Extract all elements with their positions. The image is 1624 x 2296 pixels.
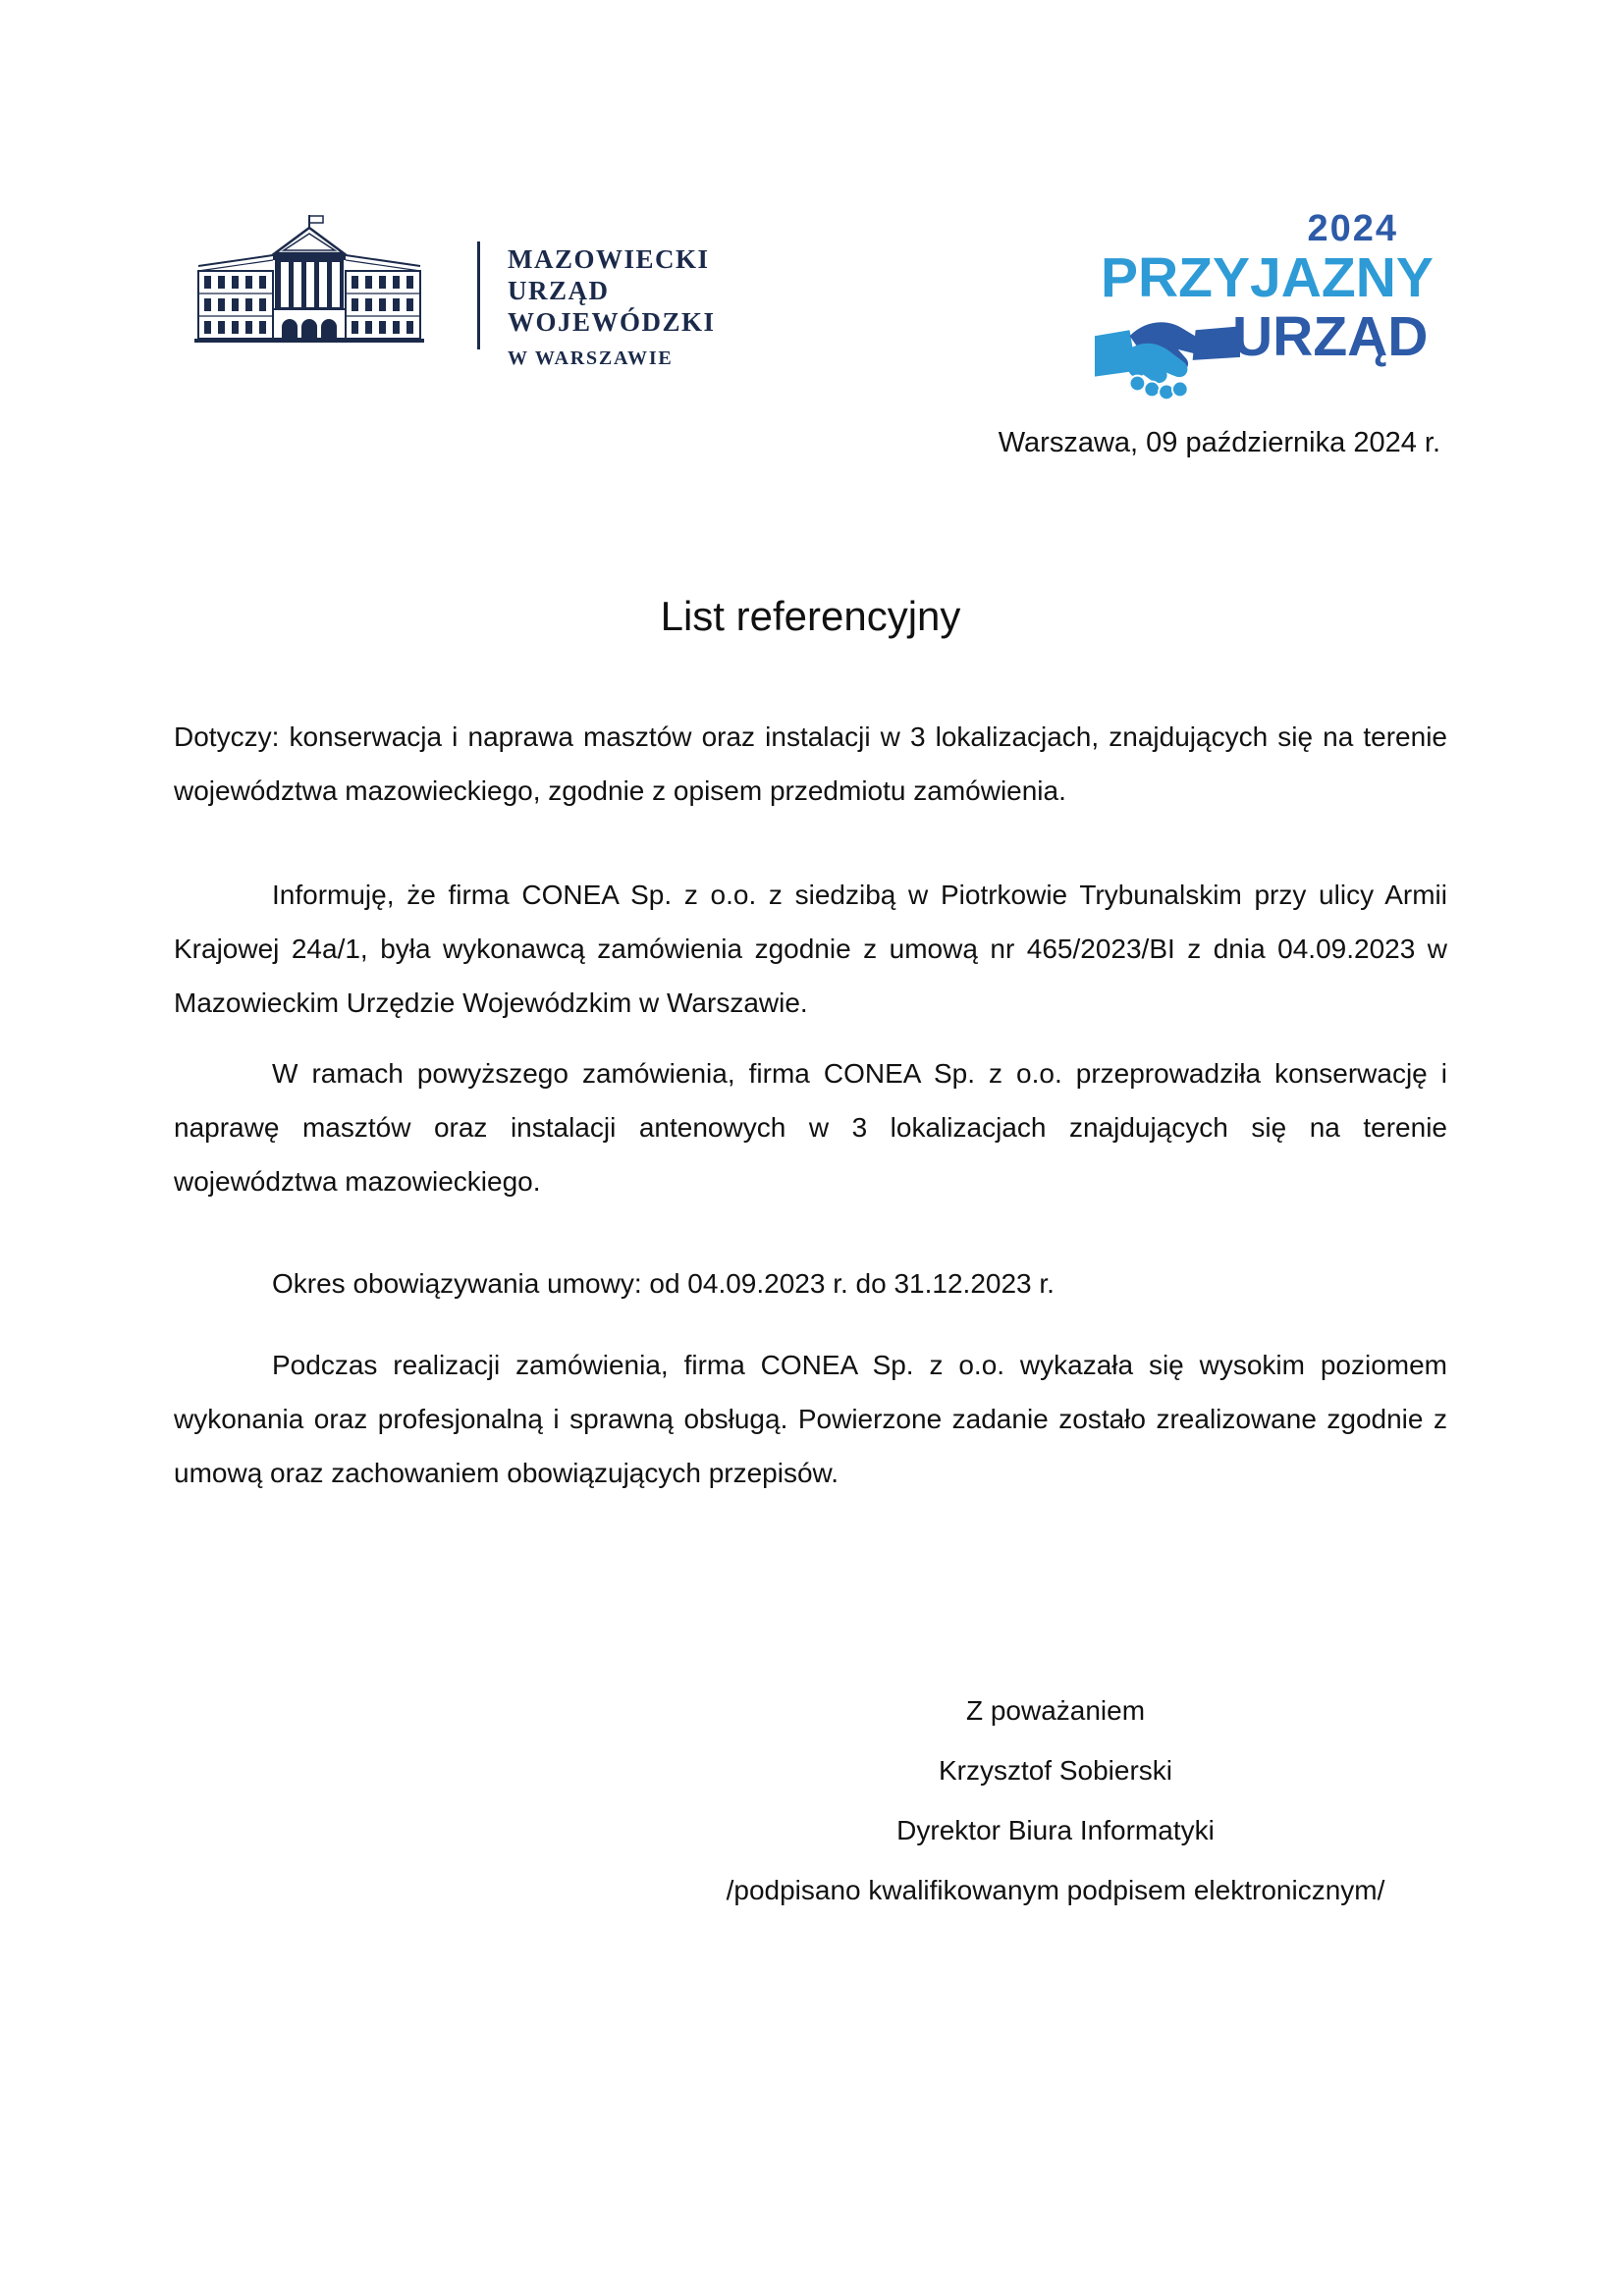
office-name-line3: W WARSZAWIE (508, 347, 674, 369)
date-line: Warszawa, 09 października 2024 r. (998, 427, 1440, 458)
przyjazny-urzad-logo (1095, 208, 1434, 409)
logo-divider (477, 241, 480, 349)
signature-closing: Z poważaniem (965, 1695, 1146, 1726)
office-name-line1: MAZOWIECKI (508, 244, 710, 274)
office-name (508, 243, 776, 370)
paragraph-subject: Dotyczy: konserwacja i naprawa masztów oraz instalacji w 3 lokalizacjach, znajdujących się na terenie województwa mazowieckiego, zgodnie z opisem przedmiotu zamówienia. (174, 721, 1447, 806)
paragraph-contractor-info: Informuję, że firma CONEA Sp. z o.o. z siedzibą w Piotrkowie Trybunalskim przy ulicy Armii Krajowej 24a/1, była wykonawcą zamówienia zgodnie z umową nr 465/2023/BI z dnia 04.09.2023 w Mazowieckim Urzędzie Wojewódzkim w Warszawie. (174, 880, 1447, 1018)
logo-urzad-text: URZĄD (1232, 305, 1429, 368)
handshake-icon (1095, 298, 1240, 401)
paragraph-contract-period: Okres obowiązywania umowy: od 04.09.2023 r. do 31.12.2023 r. (272, 1268, 1055, 1299)
signature-name: Krzysztof Sobierski (938, 1755, 1173, 1786)
page-title: List referencyjny (660, 593, 961, 639)
paragraph-scope-of-work: W ramach powyższego zamówienia, firma CONEA Sp. z o.o. przeprowadziła konserwację i naprawę masztów oraz instalacji antenowych w 3 lokalizacjach znajdujących się na terenie województwa mazowieckiego. (174, 1058, 1447, 1197)
signature-block (646, 1681, 1465, 1920)
signature-electronic-note: /podpisano kwalifikowanym podpisem elektronicznym/ (726, 1875, 1385, 1905)
signature-role: Dyrektor Biura Informatyki (896, 1815, 1215, 1845)
logo-przyjazny-text: PRZYJAZNY (1101, 246, 1434, 309)
logo-year: 2024 (1307, 208, 1398, 249)
mazowiecki-office-logo (187, 214, 776, 369)
office-name-line2: URZĄD WOJEWÓDZKI (508, 276, 716, 337)
paragraph-assessment: Podczas realizacji zamówienia, firma CONEA Sp. z o.o. wykazała się wysokim poziomem wykonania oraz profesjonalną i sprawną obsługą. Powierzone zadanie zostało zrealizowane zgodnie z umową oraz zachowaniem obowiązujących przepisów. (174, 1350, 1447, 1488)
government-building-icon (187, 214, 432, 351)
